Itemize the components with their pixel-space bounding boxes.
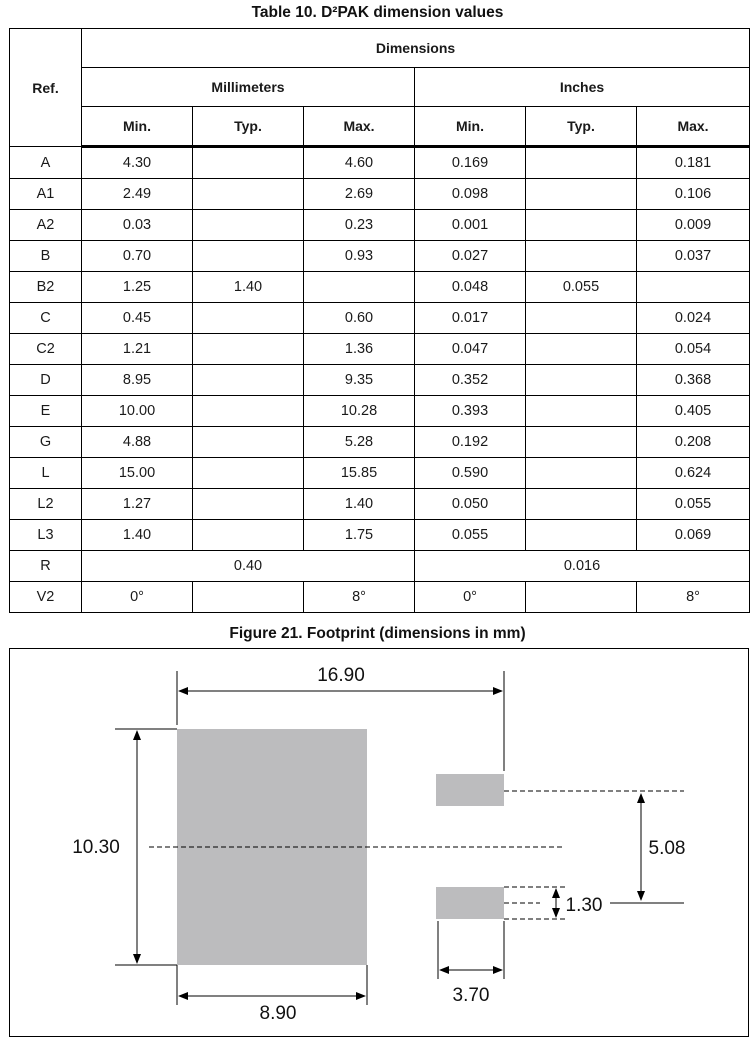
cell-mm-typ [193,520,304,551]
cell-in-max: 0.368 [637,365,750,396]
header-ref: Ref. [10,29,82,147]
cell-mm-min: 0.45 [82,303,193,334]
cell-ref: L [10,458,82,489]
header-in-max: Max. [637,107,750,147]
table-caption: Table 10. D²PAK dimension values [251,4,504,21]
cell-ref: L2 [10,489,82,520]
cell-in-max: 0.405 [637,396,750,427]
cell-ref: B [10,241,82,272]
cell-mm-max [304,272,415,303]
cell-in-max [637,272,750,303]
cell-in-typ [526,210,637,241]
cell-mm-min: 1.27 [82,489,193,520]
cell-mm-max: 1.75 [304,520,415,551]
header-inches: Inches [415,68,750,107]
cell-in-min: 0.048 [415,272,526,303]
cell-mm-min: 2.49 [82,179,193,210]
cell-ref: D [10,365,82,396]
lead-pad-bottom [436,887,504,919]
cell-in-min: 0.027 [415,241,526,272]
cell-mm-min: 0.70 [82,241,193,272]
cell-in-typ: 0.016 [415,551,750,582]
lead-pad-top [436,774,504,806]
cell-in-max: 0.069 [637,520,750,551]
cell-mm-typ [193,179,304,210]
cell-in-min: 0.352 [415,365,526,396]
cell-mm-min: 8.95 [82,365,193,396]
cell-mm-max: 0.93 [304,241,415,272]
cell-mm-max: 0.23 [304,210,415,241]
cell-in-min: 0.050 [415,489,526,520]
cell-ref: L3 [10,520,82,551]
cell-mm-typ: 0.40 [82,551,415,582]
table-row [10,427,750,458]
cell-in-typ [526,520,637,551]
cell-ref: R [10,551,82,582]
dim-label-pitch: 5.08 [648,838,686,859]
cell-ref: A2 [10,210,82,241]
cell-in-min: 0.393 [415,396,526,427]
cell-mm-typ [193,210,304,241]
table-row [10,458,750,489]
cell-ref: A1 [10,179,82,210]
table-row [10,147,750,179]
cell-mm-typ [193,241,304,272]
cell-in-typ [526,179,637,210]
cell-in-typ [526,147,637,179]
cell-mm-typ [193,334,304,365]
cell-in-min: 0.001 [415,210,526,241]
cell-ref: A [10,147,82,179]
cell-mm-typ [193,427,304,458]
cell-mm-max: 0.60 [304,303,415,334]
cell-in-min: 0.169 [415,147,526,179]
cell-mm-min: 4.88 [82,427,193,458]
header-millimeters: Millimeters [82,68,415,107]
cell-in-min: 0.192 [415,427,526,458]
cell-mm-typ [193,458,304,489]
header-mm-max: Max. [304,107,415,147]
table-row [10,303,750,334]
cell-ref: V2 [10,582,82,613]
header-mm-min: Min. [82,107,193,147]
cell-mm-max: 8° [304,582,415,613]
cell-mm-max: 9.35 [304,365,415,396]
cell-mm-max: 5.28 [304,427,415,458]
cell-ref: G [10,427,82,458]
cell-in-max: 8° [637,582,750,613]
cell-mm-typ [193,396,304,427]
cell-mm-min: 0.03 [82,210,193,241]
cell-mm-typ [193,365,304,396]
cell-mm-min: 1.21 [82,334,193,365]
header-in-typ: Typ. [526,107,637,147]
cell-in-min: 0° [415,582,526,613]
cell-in-min: 0.590 [415,458,526,489]
table-row [10,520,750,551]
cell-in-typ [526,303,637,334]
table-row [10,179,750,210]
cell-in-min: 0.017 [415,303,526,334]
cell-mm-min: 1.40 [82,520,193,551]
cell-in-max: 0.055 [637,489,750,520]
cell-ref: B2 [10,272,82,303]
cell-in-typ [526,582,637,613]
footprint-figure [9,648,749,1037]
cell-in-typ [526,458,637,489]
cell-mm-max: 15.85 [304,458,415,489]
figure-caption: Figure 21. Footprint (dimensions in mm) [229,625,526,642]
table-row [10,365,750,396]
cell-ref: C2 [10,334,82,365]
cell-mm-max: 4.60 [304,147,415,179]
table-row [10,241,750,272]
header-mm-typ: Typ. [193,107,304,147]
table-row [10,272,750,303]
table-row [10,334,750,365]
cell-in-max: 0.024 [637,303,750,334]
footprint-drawing [10,649,750,1038]
cell-in-typ [526,241,637,272]
cell-ref: E [10,396,82,427]
cell-in-typ: 0.055 [526,272,637,303]
cell-mm-min: 4.30 [82,147,193,179]
cell-in-min: 0.047 [415,334,526,365]
cell-in-max: 0.208 [637,427,750,458]
table-row-r [10,551,750,582]
cell-mm-max: 2.69 [304,179,415,210]
cell-mm-min: 10.00 [82,396,193,427]
cell-in-max: 0.054 [637,334,750,365]
cell-in-max: 0.181 [637,147,750,179]
table-row [10,489,750,520]
dim-label-height: 10.30 [72,837,120,858]
cell-in-typ [526,489,637,520]
dim-label-lead-height: 1.30 [565,895,603,916]
cell-mm-typ [193,582,304,613]
cell-mm-min: 0° [82,582,193,613]
cell-mm-typ [193,303,304,334]
table-row-v2 [10,582,750,613]
cell-mm-min: 15.00 [82,458,193,489]
cell-in-min: 0.055 [415,520,526,551]
cell-mm-min: 1.25 [82,272,193,303]
cell-mm-max: 10.28 [304,396,415,427]
header-dimensions: Dimensions [82,29,750,68]
header-in-min: Min. [415,107,526,147]
cell-mm-max: 1.36 [304,334,415,365]
cell-mm-typ [193,147,304,179]
cell-in-typ [526,427,637,458]
cell-in-max: 0.009 [637,210,750,241]
cell-in-min: 0.098 [415,179,526,210]
cell-in-max: 0.624 [637,458,750,489]
cell-mm-typ [193,489,304,520]
cell-in-typ [526,365,637,396]
dim-label-lead-width: 3.70 [452,985,490,1006]
table-row [10,396,750,427]
cell-mm-typ: 1.40 [193,272,304,303]
dim-label-overall-length: 16.90 [317,665,365,686]
table-row [10,210,750,241]
cell-in-typ [526,334,637,365]
cell-mm-max: 1.40 [304,489,415,520]
cell-in-max: 0.106 [637,179,750,210]
dim-label-pad-width: 8.90 [259,1003,297,1024]
cell-in-typ [526,396,637,427]
cell-in-max: 0.037 [637,241,750,272]
cell-ref: C [10,303,82,334]
dimension-table [9,28,750,613]
